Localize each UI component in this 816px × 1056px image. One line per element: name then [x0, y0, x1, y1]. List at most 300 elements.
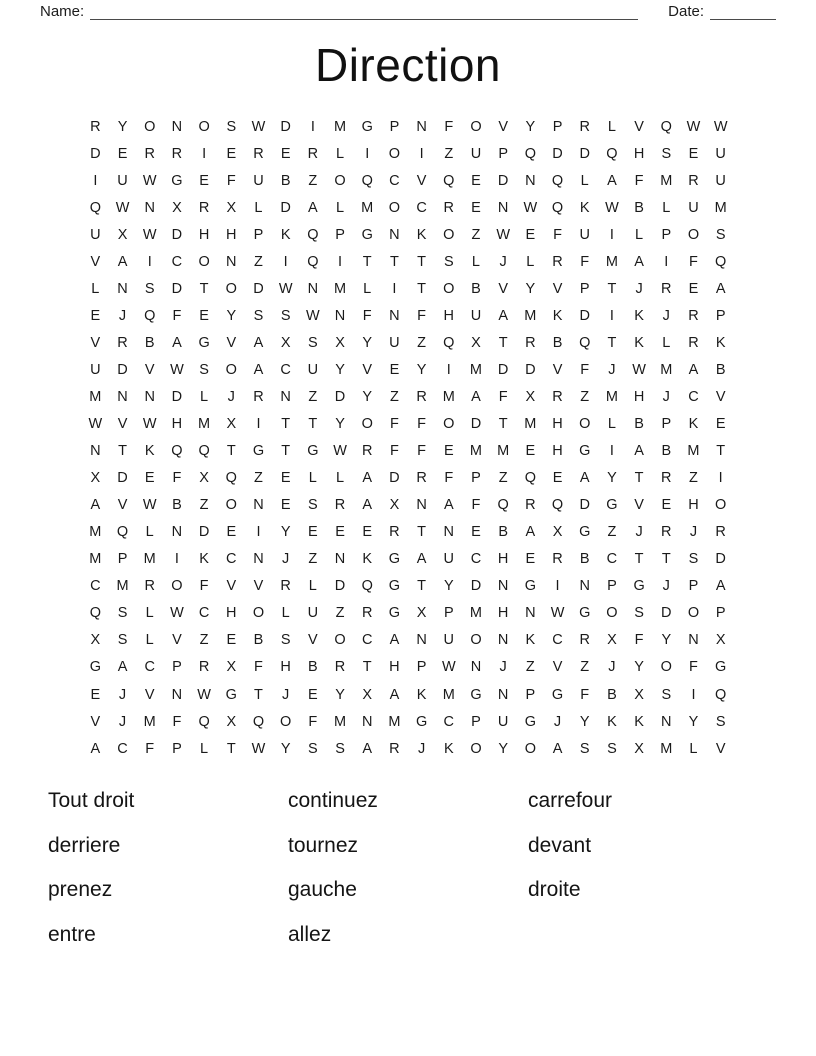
- grid-letter: J: [227, 388, 235, 405]
- grid-letter: J: [282, 551, 290, 568]
- grid-letter: O: [198, 118, 210, 135]
- grid-letter: T: [498, 334, 508, 351]
- grid-letter: R: [715, 524, 726, 541]
- grid-letter: R: [280, 578, 291, 595]
- grid-letter: U: [470, 307, 482, 324]
- grid-letter: N: [361, 713, 373, 730]
- grid-letter: F: [444, 470, 454, 487]
- grid-letter: A: [579, 470, 590, 487]
- grid-letter: Q: [660, 118, 672, 135]
- grid-letter: P: [471, 470, 481, 487]
- grid-letter: A: [389, 632, 400, 649]
- grid-letter: V: [117, 497, 128, 514]
- grid-letter: S: [661, 686, 672, 703]
- grid-letter: B: [498, 524, 508, 541]
- grid-letter: K: [634, 307, 644, 324]
- grid-letter: R: [416, 470, 427, 487]
- grid-letter: N: [688, 632, 699, 649]
- grid-letter: R: [688, 172, 699, 189]
- grid-letter: T: [362, 659, 372, 676]
- grid-letter: J: [635, 280, 643, 297]
- grid-letter: Q: [116, 524, 129, 541]
- grid-letter: G: [715, 659, 727, 676]
- grid-letter: C: [606, 551, 618, 568]
- grid-letter: Y: [335, 361, 345, 378]
- grid-letter: U: [579, 226, 590, 243]
- grid-letter: A: [525, 524, 536, 541]
- grid-letter: K: [280, 226, 291, 243]
- grid-letter: K: [552, 307, 563, 324]
- grid-letter: E: [525, 226, 536, 243]
- grid-letter: I: [310, 118, 315, 135]
- grid-letter: M: [143, 551, 156, 568]
- grid-letter: D: [579, 145, 590, 162]
- grid-letter: M: [198, 416, 211, 433]
- grid-letter: G: [225, 686, 237, 703]
- grid-letter: R: [525, 497, 536, 514]
- grid-letter: E: [661, 497, 672, 514]
- grid-letter: Q: [144, 307, 156, 324]
- grid-letter: I: [338, 253, 343, 270]
- grid-letter: R: [307, 145, 319, 162]
- grid-letter: U: [443, 632, 455, 649]
- grid-letter: T: [226, 443, 236, 460]
- word-list-item: droite: [528, 878, 581, 902]
- grid-letter: Q: [715, 253, 727, 270]
- grid-letter: A: [117, 253, 128, 270]
- grid-letter: E: [389, 361, 400, 378]
- grid-letter: C: [280, 361, 291, 378]
- grid-letter: K: [634, 334, 644, 351]
- grid-letter: C: [443, 713, 455, 730]
- grid-letter: V: [498, 280, 508, 297]
- grid-letter: A: [362, 740, 373, 757]
- grid-letter: R: [661, 470, 672, 487]
- grid-letter: Z: [199, 632, 209, 649]
- grid-letter: X: [90, 470, 101, 487]
- grid-letter: N: [226, 253, 237, 270]
- grid-letter: S: [715, 226, 726, 243]
- grid-letter: K: [688, 416, 699, 433]
- grid-letter: D: [497, 361, 509, 378]
- grid-letter: O: [334, 172, 346, 189]
- grid-letter: U: [90, 361, 101, 378]
- grid-letter: R: [579, 632, 590, 649]
- grid-letter: M: [714, 199, 727, 216]
- grid-letter: S: [199, 361, 209, 378]
- date-blank-line: [710, 6, 776, 20]
- grid-letter: X: [335, 334, 345, 351]
- grid-letter: Y: [280, 524, 291, 541]
- grid-letter: R: [579, 118, 590, 135]
- grid-letter: Q: [307, 253, 319, 270]
- grid-letter: U: [715, 172, 726, 189]
- grid-letter: Q: [524, 145, 536, 162]
- grid-letter: X: [607, 632, 617, 649]
- grid-letter: P: [607, 578, 617, 595]
- grid-letter: B: [280, 172, 291, 189]
- grid-letter: P: [661, 226, 672, 243]
- grid-letter: H: [198, 226, 210, 243]
- grid-letter: U: [470, 145, 482, 162]
- grid-letter: U: [307, 361, 319, 378]
- grid-letter: S: [117, 632, 128, 649]
- grid-letter: R: [144, 578, 155, 595]
- grid-letter: D: [661, 605, 672, 622]
- grid-letter: I: [93, 172, 98, 189]
- grid-letter: G: [252, 443, 265, 460]
- grid-letter: L: [335, 145, 345, 162]
- grid-letter: Q: [524, 470, 536, 487]
- word-list-item: derriere: [48, 833, 121, 857]
- grid-letter: Y: [579, 713, 590, 730]
- grid-letter: N: [253, 497, 264, 514]
- grid-letter: T: [389, 253, 399, 270]
- grid-letter: Y: [280, 740, 291, 757]
- grid-letter: W: [632, 361, 646, 378]
- grid-letter: E: [280, 145, 291, 162]
- grid-letter: Q: [551, 199, 564, 216]
- grid-letter: F: [145, 740, 155, 757]
- grid-letter: C: [361, 632, 373, 649]
- grid-letter: S: [634, 605, 644, 622]
- grid-letter: P: [715, 605, 726, 622]
- grid-letter: A: [471, 388, 481, 405]
- grid-letter: Q: [606, 145, 618, 162]
- grid-letter: D: [280, 199, 291, 216]
- grid-letter: M: [89, 524, 102, 541]
- grid-letter: Y: [335, 686, 345, 703]
- grid-letter: B: [308, 659, 318, 676]
- grid-letter: M: [660, 740, 673, 757]
- grid-letter: J: [662, 307, 670, 324]
- grid-letter: O: [171, 578, 183, 595]
- grid-letter: V: [498, 118, 508, 135]
- word-list-item: gauche: [288, 878, 357, 902]
- grid-letter: J: [662, 388, 670, 405]
- grid-letter: E: [552, 470, 563, 487]
- grid-letter: F: [634, 172, 644, 189]
- grid-letter: N: [334, 551, 346, 568]
- grid-letter: K: [579, 199, 590, 216]
- grid-letter: R: [90, 118, 101, 135]
- grid-letter: U: [253, 172, 264, 189]
- grid-letter: T: [634, 470, 644, 487]
- grid-letter: M: [89, 388, 102, 405]
- grid-letter: C: [171, 253, 183, 270]
- grid-letter: S: [280, 307, 291, 324]
- grid-letter: L: [689, 740, 698, 757]
- grid-letter: H: [633, 145, 645, 162]
- grid-letter: E: [308, 686, 318, 703]
- grid-letter: M: [89, 551, 102, 568]
- grid-letter: R: [688, 307, 699, 324]
- grid-letter: U: [307, 605, 319, 622]
- grid-letter: Q: [89, 199, 101, 216]
- grid-letter: V: [715, 388, 726, 405]
- grid-letter: P: [443, 605, 454, 622]
- grid-letter: I: [555, 578, 560, 595]
- grid-letter: V: [172, 632, 182, 649]
- grid-letter: T: [118, 443, 127, 460]
- grid-letter: W: [197, 686, 211, 703]
- grid-letter: G: [579, 605, 591, 622]
- grid-letter: V: [552, 361, 563, 378]
- grid-letter: V: [90, 253, 101, 270]
- grid-letter: B: [715, 361, 726, 378]
- grid-letter: T: [716, 443, 726, 460]
- word-list-item: entre: [48, 922, 96, 946]
- grid-letter: M: [333, 280, 347, 297]
- grid-letter: V: [552, 659, 563, 676]
- grid-letter: E: [226, 632, 237, 649]
- grid-letter: W: [278, 280, 293, 297]
- grid-letter: I: [365, 145, 370, 162]
- grid-letter: M: [442, 686, 455, 703]
- grid-letter: W: [170, 361, 184, 378]
- grid-letter: O: [470, 740, 482, 757]
- grid-letter: V: [416, 172, 427, 189]
- grid-letter: N: [171, 686, 183, 703]
- grid-letter: G: [524, 713, 536, 730]
- grid-letter: P: [389, 118, 400, 135]
- grid-letter: O: [252, 605, 265, 622]
- grid-letter: V: [552, 280, 563, 297]
- grid-letter: R: [361, 605, 373, 622]
- grid-letter: R: [661, 524, 672, 541]
- grid-letter: D: [171, 388, 183, 405]
- grid-letter: M: [361, 199, 374, 216]
- grid-letter: D: [579, 307, 590, 324]
- grid-letter: C: [552, 632, 563, 649]
- grid-letter: K: [715, 334, 726, 351]
- grid-letter: F: [417, 443, 427, 460]
- grid-letter: T: [226, 740, 236, 757]
- grid-letter: N: [416, 118, 427, 135]
- grid-letter: W: [88, 416, 103, 433]
- grid-letter: A: [416, 551, 427, 568]
- grid-letter: X: [552, 524, 563, 541]
- grid-letter: O: [388, 199, 401, 216]
- grid-letter: H: [226, 226, 237, 243]
- grid-letter: O: [225, 361, 237, 378]
- grid-letter: G: [470, 686, 482, 703]
- grid-letter: F: [226, 172, 236, 189]
- grid-letter: D: [198, 524, 210, 541]
- grid-letter: J: [118, 686, 127, 703]
- grid-letter: Z: [417, 334, 427, 351]
- grid-letter: E: [335, 524, 345, 541]
- grid-letter: B: [144, 334, 155, 351]
- grid-letter: S: [335, 740, 345, 757]
- grid-letter: P: [552, 118, 563, 135]
- grid-letter: F: [199, 578, 209, 595]
- grid-letter: M: [333, 118, 347, 135]
- grid-letter: J: [118, 713, 127, 730]
- word-list-column: [288, 789, 528, 967]
- grid-letter: D: [470, 578, 482, 595]
- grid-letter: P: [172, 740, 182, 757]
- grid-letter: D: [334, 388, 346, 405]
- grid-letter: I: [691, 686, 696, 703]
- grid-letter: A: [715, 578, 726, 595]
- grid-letter: W: [605, 199, 619, 216]
- grid-letter: C: [688, 388, 699, 405]
- grid-letter: V: [90, 713, 101, 730]
- grid-letter: Y: [525, 280, 536, 297]
- grid-letter: E: [362, 524, 373, 541]
- grid-letter: D: [171, 280, 183, 297]
- grid-letter: Y: [525, 118, 536, 135]
- word-list-item: continuez: [288, 789, 378, 813]
- grid-letter: Y: [362, 334, 373, 351]
- grid-letter: N: [497, 686, 509, 703]
- grid-letter: B: [634, 416, 644, 433]
- grid-letter: T: [281, 416, 291, 433]
- grid-letter: K: [199, 551, 209, 568]
- grid-letter: I: [419, 145, 424, 162]
- grid-letter: W: [115, 199, 130, 216]
- grid-letter: W: [170, 605, 184, 622]
- grid-letter: O: [280, 713, 292, 730]
- grid-letter: Z: [580, 659, 590, 676]
- grid-letter: T: [281, 443, 291, 460]
- grid-letter: U: [443, 551, 455, 568]
- grid-letter: F: [417, 307, 427, 324]
- grid-letter: U: [715, 145, 726, 162]
- word-list-column: [528, 789, 768, 967]
- grid-letter: G: [415, 713, 428, 730]
- grid-letter: X: [90, 632, 101, 649]
- grid-letter: N: [579, 578, 590, 595]
- grid-letter: Q: [89, 605, 101, 622]
- grid-letter: W: [523, 199, 538, 216]
- grid-letter: E: [525, 551, 536, 568]
- grid-letter: O: [443, 416, 455, 433]
- grid-letter: A: [117, 659, 128, 676]
- word-search-grid: [0, 113, 816, 762]
- grid-letter: O: [334, 632, 346, 649]
- grid-letter: W: [333, 443, 347, 460]
- grid-letter: G: [388, 551, 401, 568]
- grid-letter: M: [116, 578, 129, 595]
- grid-letter: X: [389, 497, 400, 514]
- grid-letter: Z: [444, 145, 454, 162]
- grid-letter: E: [280, 497, 291, 514]
- grid-letter: K: [634, 713, 644, 730]
- grid-letter: D: [525, 361, 536, 378]
- grid-letter: D: [497, 172, 509, 189]
- grid-letter: H: [226, 605, 237, 622]
- grid-letter: S: [308, 334, 318, 351]
- grid-letter: O: [524, 740, 536, 757]
- grid-letter: X: [226, 199, 237, 216]
- grid-letter: R: [334, 497, 346, 514]
- word-list-item: tournez: [288, 833, 359, 857]
- grid-letter: O: [606, 605, 618, 622]
- date-label: Date:: [668, 3, 704, 20]
- grid-letter: P: [715, 307, 726, 324]
- grid-letter: K: [443, 740, 454, 757]
- grid-letter: G: [361, 226, 373, 243]
- grid-letter: M: [388, 713, 401, 730]
- grid-letter: W: [251, 740, 266, 757]
- grid-letter: C: [416, 199, 427, 216]
- grid-letter: Q: [715, 686, 727, 703]
- grid-letter: T: [417, 524, 427, 541]
- grid-letter: M: [143, 713, 156, 730]
- grid-letter: A: [443, 497, 454, 514]
- grid-letter: W: [142, 497, 157, 514]
- grid-letter: O: [225, 280, 237, 297]
- grid-letter: N: [389, 307, 400, 324]
- grid-letter: K: [416, 226, 427, 243]
- grid-letter: W: [496, 226, 510, 243]
- grid-letter: M: [469, 361, 483, 378]
- grid-letter: B: [607, 686, 617, 703]
- grid-letter: O: [225, 497, 237, 514]
- grid-letter: Z: [308, 388, 318, 405]
- grid-letter: N: [525, 605, 536, 622]
- grid-letter: M: [469, 443, 483, 460]
- grid-letter: D: [552, 145, 563, 162]
- grid-letter: A: [715, 280, 726, 297]
- grid-letter: Z: [498, 470, 508, 487]
- grid-letter: K: [525, 632, 536, 649]
- grid-letter: Y: [661, 632, 672, 649]
- grid-letter: R: [117, 334, 128, 351]
- grid-letter: O: [198, 253, 210, 270]
- grid-letter: J: [635, 524, 643, 541]
- grid-letter: G: [551, 686, 564, 703]
- grid-letter: L: [363, 280, 372, 297]
- grid-letter: R: [334, 659, 346, 676]
- worksheet-header: [0, 0, 816, 20]
- grid-letter: L: [335, 199, 345, 216]
- grid-letter: I: [392, 280, 397, 297]
- grid-letter: S: [253, 307, 264, 324]
- word-list-item: allez: [288, 922, 332, 946]
- grid-letter: W: [713, 118, 728, 135]
- grid-letter: T: [417, 280, 427, 297]
- grid-letter: M: [524, 416, 537, 433]
- grid-letter: M: [442, 388, 455, 405]
- grid-letter: L: [526, 253, 535, 270]
- grid-letter: D: [117, 470, 128, 487]
- grid-letter: D: [90, 145, 101, 162]
- grid-letter: J: [553, 713, 562, 730]
- grid-letter: O: [579, 416, 591, 433]
- grid-letter: Y: [117, 118, 128, 135]
- grid-letter: D: [253, 280, 264, 297]
- grid-letter: H: [280, 659, 291, 676]
- grid-letter: S: [688, 551, 699, 568]
- grid-letter: S: [117, 605, 128, 622]
- grid-letter: Z: [254, 253, 263, 270]
- grid-letter: G: [388, 605, 401, 622]
- grid-letter: P: [335, 226, 345, 243]
- grid-letter: F: [634, 632, 644, 649]
- grid-letter: Q: [443, 334, 455, 351]
- grid-letter: F: [689, 659, 698, 676]
- grid-letter: H: [633, 388, 645, 405]
- grid-letter: Q: [198, 443, 210, 460]
- grid-letter: L: [145, 605, 154, 622]
- grid-letter: R: [688, 334, 699, 351]
- grid-letter: Y: [226, 307, 237, 324]
- grid-letter: W: [550, 605, 565, 622]
- grid-letter: W: [251, 118, 266, 135]
